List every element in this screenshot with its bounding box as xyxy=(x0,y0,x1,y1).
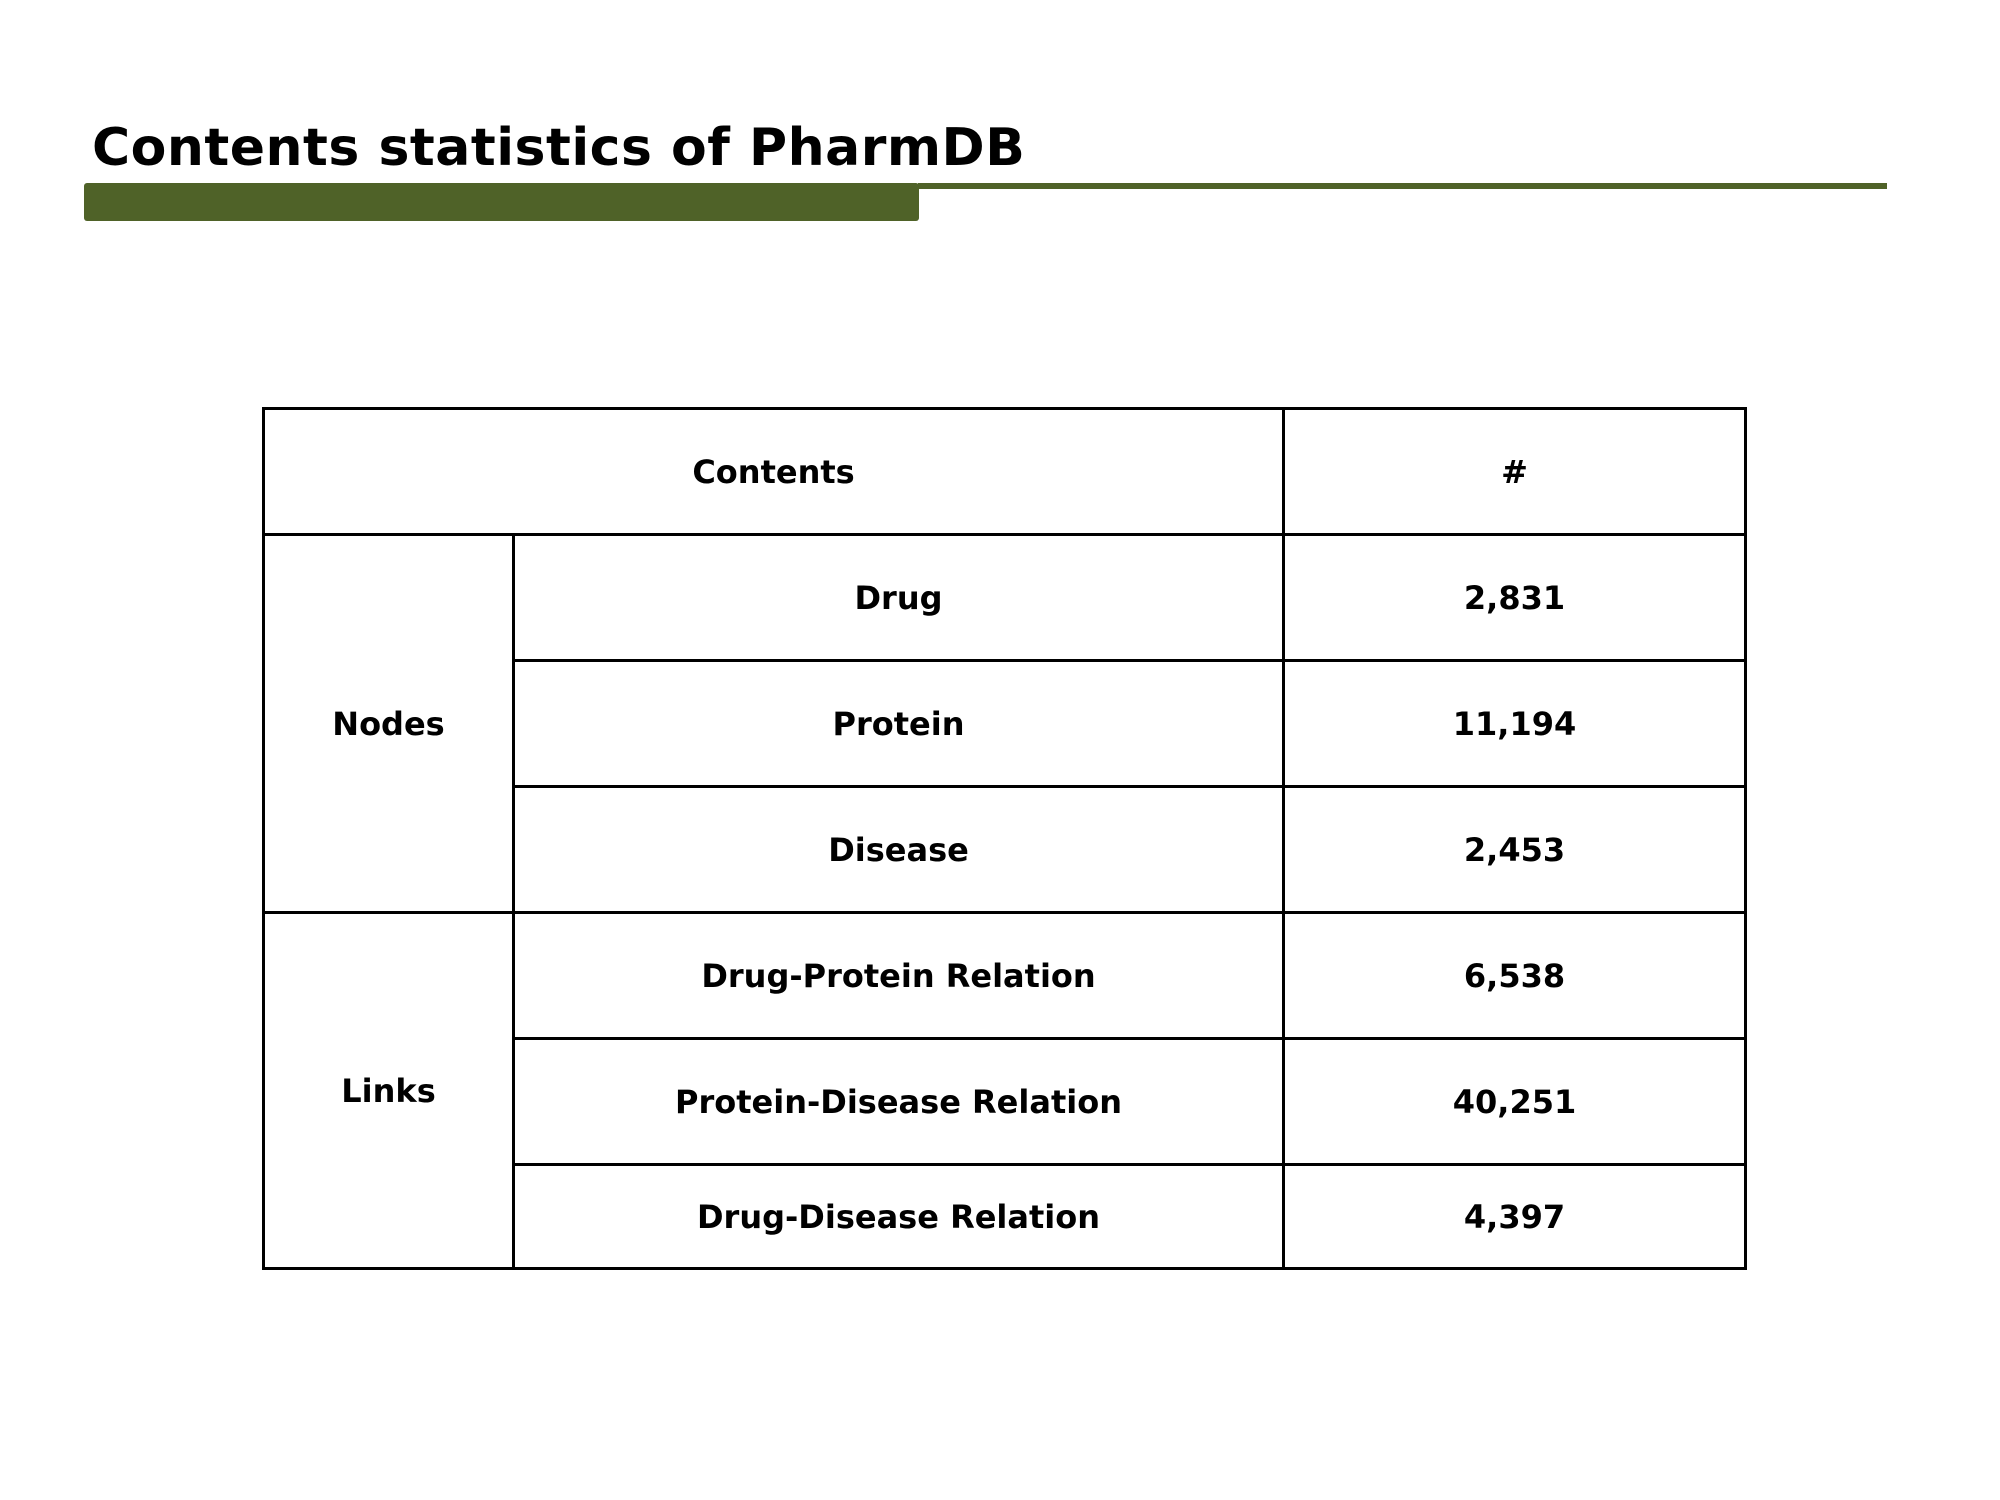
group-links-label: Links xyxy=(264,913,514,1269)
row-item-label: Protein xyxy=(514,661,1284,787)
row-item-label: Drug xyxy=(514,535,1284,661)
row-count-value: 2,831 xyxy=(1284,535,1746,661)
row-count-value: 4,397 xyxy=(1284,1165,1746,1269)
title-underline-thin xyxy=(918,183,1887,189)
title-underline-thick xyxy=(84,183,919,221)
row-item-label: Protein-Disease Relation xyxy=(514,1039,1284,1165)
header-count: # xyxy=(1284,409,1746,535)
contents-statistics-table xyxy=(262,407,1747,1270)
row-count-value: 6,538 xyxy=(1284,913,1746,1039)
row-count-value: 11,194 xyxy=(1284,661,1746,787)
row-item-label: Drug-Disease Relation xyxy=(514,1165,1284,1269)
row-item-label: Disease xyxy=(514,787,1284,913)
table-header-row xyxy=(264,409,1746,535)
group-nodes-label: Nodes xyxy=(264,535,514,913)
slide-title: Contents statistics of PharmDB xyxy=(92,118,1026,178)
row-count-value: 2,453 xyxy=(1284,787,1746,913)
header-contents: Contents xyxy=(264,409,1284,535)
table-row xyxy=(264,913,1746,1039)
row-item-label: Drug-Protein Relation xyxy=(514,913,1284,1039)
row-count-value: 40,251 xyxy=(1284,1039,1746,1165)
table-row xyxy=(264,535,1746,661)
